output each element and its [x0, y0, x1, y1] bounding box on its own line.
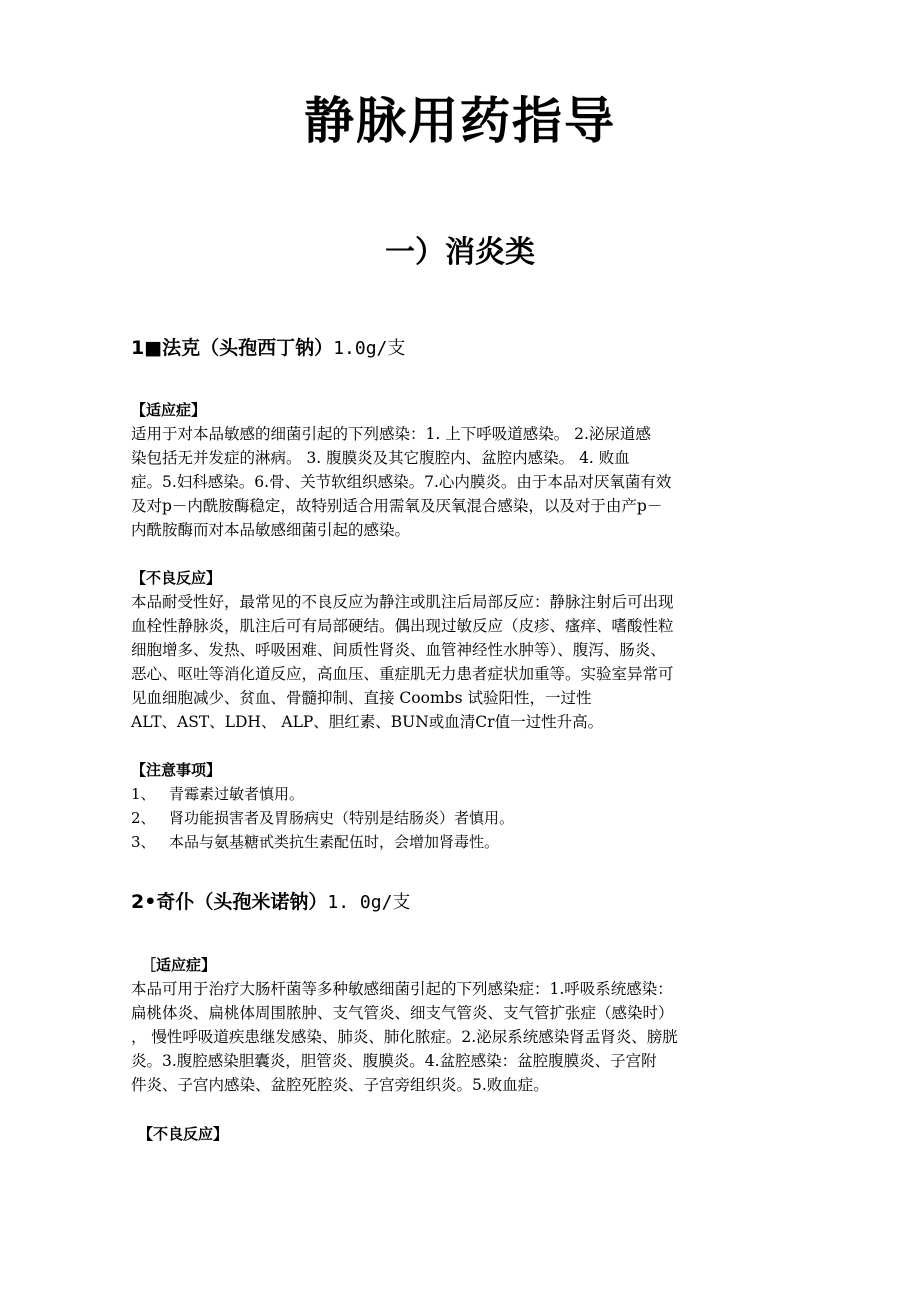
- drug-2-indication-line: ， 慢性呼吸道疾患继发感染、肺炎、肺化脓症。2.泌尿系统感染肾盂肾炎、膀胱: [131, 1028, 678, 1046]
- drug-1-adverse-line: 细胞增多、发热、呼吸困难、间质性肾炎、血管神经性水肿等）、腹泻、肠炎、: [131, 641, 666, 659]
- drug-1-adverse-line: 恶心、呕吐等消化道反应，高血压、重症肌无力患者症状加重等。实验室异常可: [131, 665, 674, 683]
- drug-1-adverse-label: 【不良反应】: [131, 569, 222, 587]
- drug-1-note-item: [131, 830, 499, 854]
- drug-2-number: 2•: [131, 891, 157, 913]
- drug-2-adverse-label: 【不良反应】: [138, 1125, 229, 1143]
- drug-1-number: 1■: [131, 337, 163, 359]
- note-number: 1、: [131, 785, 156, 803]
- note-text: 肾功能损害者及胃肠病史（特别是结肠炎）者慎用。: [169, 809, 515, 827]
- drug-1-title: [131, 333, 405, 364]
- drug-1-name: 法克（头孢西丁钠）: [162, 337, 334, 359]
- drug-2-indication-line: 本品可用于治疗大肠杆菌等多种敏感细菌引起的下列感染症：1.呼吸系统感染：: [131, 980, 673, 998]
- note-text: 本品与氨基糖甙类抗生素配伍时，会增加肾毒性。: [169, 833, 500, 851]
- drug-2-name: 奇仆（头孢米诺钠）: [156, 891, 328, 913]
- drug-1-notes-label: 【注意事项】: [131, 761, 222, 779]
- drug-1-indication-line: 症。5.妇科感染。6.骨、关节软组织感染。7.心内膜炎。由于本品对厌氧菌有效: [131, 473, 672, 491]
- drug-1-note-item: [131, 806, 514, 830]
- drug-1-indication-line: 染包括无并发症的淋病。 3. 腹膜炎及其它腹腔内、盆腔内感染。 4. 败血: [131, 449, 630, 467]
- drug-1-note-item: [131, 782, 304, 806]
- drug-1-spec: 1.0g/支: [333, 338, 406, 359]
- drug-2-indication-label: ［适应症】: [141, 956, 217, 974]
- drug-2-indication-line: 扁桃体炎、扁桃体周围脓肿、支气管炎、细支气管炎、支气管扩张症（感染时）: [131, 1004, 674, 1022]
- drug-2-spec: 1. 0g/支: [327, 892, 411, 913]
- drug-1-adverse-line: 见血细胞减少、贫血、骨髓抑制、直接 Coombs 试验阳性，一过性: [131, 689, 592, 707]
- drug-1-adverse-line: ALT、AST、LDH、 ALP、胆红素、BUN或血清Cr值一过性升高。: [131, 713, 604, 731]
- section-title: 一）消炎类: [385, 235, 535, 270]
- drug-1-indication-line: 适用于对本品敏感的细菌引起的下列感染：1. 上下呼吸道感染。 2.泌尿道感: [131, 425, 651, 443]
- drug-2-indication-line: 件炎、子宫内感染、盆腔死腔炎、子宫旁组织炎。5.败血症。: [131, 1076, 549, 1094]
- note-number: 2、: [131, 809, 156, 827]
- note-text: 青霉素过敏者慎用。: [169, 785, 305, 803]
- drug-1-adverse-line: 血栓性静脉炎，肌注后可有局部硬结。偶出现过敏反应（皮疹、瘙痒、嗜酸性粒: [131, 617, 674, 635]
- drug-1-adverse-line: 本品耐受性好，最常见的不良反应为静注或肌注后局部反应：静脉注射后可出现: [131, 593, 674, 611]
- drug-1-indication-line: 及对p－内酰胺酶稳定，故特别适合用需氧及厌氧混合感染，以及对于由产p－: [131, 497, 663, 515]
- drug-1-indication-label: 【适应症】: [131, 401, 207, 419]
- drug-2-indication-line: 炎。3.腹腔感染胆囊炎，胆管炎、腹膜炎。4.盆腔感染：盆腔腹膜炎、子宫附: [131, 1052, 657, 1070]
- drug-2-title: [131, 887, 410, 918]
- note-number: 3、: [131, 833, 156, 851]
- drug-1-indication-line: 内酰胺酶而对本品敏感细菌引起的感染。: [131, 521, 411, 539]
- document-title: 静脉用药指导: [304, 92, 616, 150]
